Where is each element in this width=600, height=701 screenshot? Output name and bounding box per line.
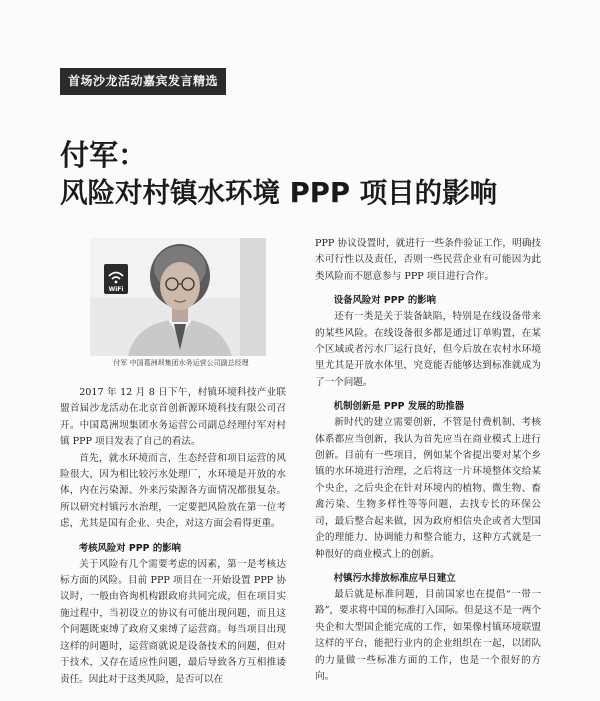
intro-paragraph: 2017 年 12 月 8 日下午，村镇环境科技产业联盟首届沙龙活动在北京首创新源环境科技有限公司召开。中国葛洲坝集团水务运营公司副总经理付军对村镇 PPP 项目发表了自己的看法。 (60, 387, 286, 448)
assessment-risk-paragraph: 关于风险有几个需要考虑的因素，第一是考核达标方面的风险。目前 PPP 项目在一开始设置 PPP 协议时，一般由咨询机构跟政府共同完成，但在项目实施过程中，当初设立的协议有可能出现问题，而且这个问题既束缚了政府又束缚了运营商。每当项目出现这样的问题时，运营商就说是设备技术的问题，但对于技术，又存在适应性问题，最后导致各方互相推诿责任。因此对于这类风险，是否可以在 (60, 558, 286, 685)
article-title-headline: 风险对村镇水环境 PPP 项目的影响 (60, 177, 498, 209)
section-heading-mechanism-innovation: 机制创新是 PPP 发展的助推器 (333, 401, 465, 413)
speaker-photo (90, 238, 266, 356)
continued-paragraph: PPP 协议设置时，就进行一些条件验证工作，明确技术可行性以及责任，否则一些民营企业有可能因为此类风险而不愿意参与 PPP 项目进行合作。 (315, 238, 541, 282)
right-column (315, 236, 541, 685)
speaker-photo-illustration (90, 238, 266, 356)
section-heading-assessment-risk: 考核风险对 PPP 的影响 (78, 542, 181, 554)
water-risk-paragraph: 首先，就水环境而言，生态经营和项目运营的风险很大，因为相比较污水处理厂，水环境是开放的水体，内在污染源、外来污染源各方面情况都很复杂。所以研究村镇污水治理，一定要把风险放在第一位考虑，尤其是国有企业、央企，对这方面会看得更重。 (60, 452, 286, 530)
section-heading-standards: 村镇污水排放标准应早日建立 (333, 572, 456, 584)
photo-caption: 付军 中国葛洲坝集团水务运营公司副总经理 (113, 359, 249, 367)
section-banner: 首场沙龙活动嘉宾发言精选 (60, 68, 226, 95)
left-column (60, 385, 286, 688)
equipment-risk-paragraph: 还有一类是关于装备缺陷，特别是在线设备带来的某些风险。在线设备很多都是通过订单购置，在某个区域或者污水厂运行良好，但今后放在农村水环境里尤其是开放水体里，究竟能否能够达到标准就成为了一个问题。 (315, 311, 541, 388)
section-heading-equipment-risk: 设备风险对 PPP 的影响 (333, 295, 436, 307)
mechanism-innovation-paragraph: 新时代的建立需要创新，不管是付费机制、考核体系都应当创新，我认为首先应当在商业模式上进行创新。目前有一些项目，例如某个省提出要对某个乡镇的水环境进行治理，之后将这一片环境整体交给某个央企，之后央企在针对环境内的植物、微生物、畜禽污染、生物多样性等等问题，去找专长的环保公司，最后整合起来做，因为政府相信央企或者大型国企的理能力、协调能力和整合能力，这种方式就是一种很好的商业模式上的创新。 (315, 417, 541, 560)
article-title-name: 付军： (60, 138, 148, 172)
wifi-sign-label: WiFi (108, 286, 124, 293)
standards-paragraph: 最后就是标准问题，目前国家也在提倡“一带一路”，要求将中国的标准打入国际。但是这不是一两个央企和大型国企能完成的工作，如果像村镇环境联盟这样的平台，能把行业内的企业组织在一起，以团队的力量做一些标准方面的工作，也是一个很好的方向。 (315, 588, 541, 682)
